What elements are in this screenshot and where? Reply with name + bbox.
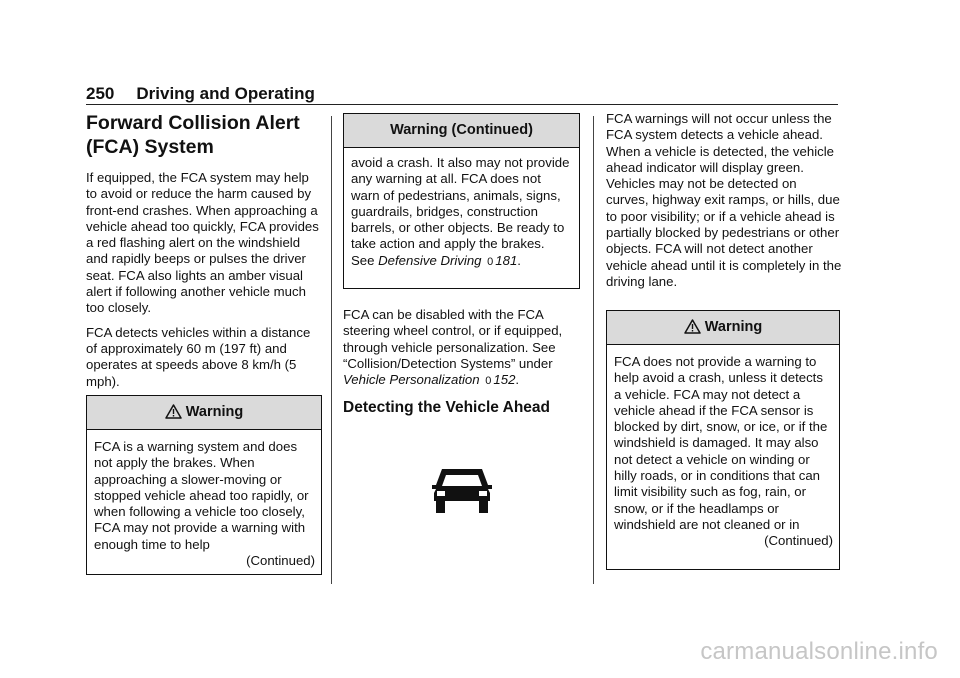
- ref-end: .: [515, 372, 520, 388]
- warning-box-continued: [343, 113, 580, 289]
- page-ref-arrow-icon: 0: [487, 255, 494, 268]
- page-number: 250: [86, 84, 115, 103]
- fca-intro-paragraph: If equipped, the FCA system may help to avoid or reduce the harm caused by front-end crashes. When approaching a vehicle ahead too quickly, FCA provides a red flashing alert on the windshield and rapidly beeps or pulses the driver seat. FCA also lights an amber visual alert if following another vehicle much too closely.: [86, 170, 319, 316]
- warning-header: [344, 114, 579, 148]
- column-divider-left: [331, 116, 332, 584]
- warning-header: [87, 396, 321, 430]
- page-ref-arrow-icon: 0: [485, 375, 492, 388]
- right-column: [606, 111, 842, 290]
- page-header: [86, 84, 315, 104]
- detecting-vehicle-subtitle: Detecting the Vehicle Ahead: [343, 399, 551, 417]
- left-column: [86, 111, 322, 390]
- continued-label: (Continued): [246, 553, 315, 569]
- warning-box-left: [86, 395, 322, 575]
- warning-box-right: [606, 310, 840, 570]
- page-title: [86, 111, 322, 159]
- warning-text: [344, 148, 579, 270]
- section-title: Driving and Operating: [136, 84, 315, 103]
- vehicle-ahead-icon: [430, 465, 494, 520]
- disable-fca-text: FCA can be disabled with the FCA steering wheel control, or if equipped, through vehicle personalization. See “Collision/Detection Systems” under: [343, 307, 563, 371]
- disable-fca-paragraph: [343, 307, 579, 389]
- watermark: carmanualsonline.info: [700, 638, 938, 665]
- warning-text: FCA does not provide a warning to help avoid a crash, unless it detects a vehicle. FCA may not detect a vehicle ahead if the FCA sensor is blocked by dirt, snow, or ice, or if the windshield is damaged. It may also not detect a vehicle on winding or hilly roads, or in conditions that can limit visibility such as fog, rain, or snow, or if the headlamps or windshield are not cleaned or in: [614, 354, 828, 532]
- fca-detection-paragraph: FCA warnings will not occur unless the FCA system detects a vehicle ahead. When a vehicle is detected, the vehicle ahead indicator will display green. Vehicles may not be detected on curves, highway exit ramps, or hills, due to poor visibility; or if a vehicle ahead is partially blocked by pedestrians or other objects. FCA will not detect another vehicle ahead until it is completely in the driving lane.: [606, 111, 842, 289]
- ref-page: 152: [493, 372, 516, 388]
- warning-title: Warning (Continued): [390, 122, 533, 138]
- warning-title: Warning: [704, 319, 763, 335]
- warning-triangle-icon: [165, 399, 182, 432]
- title-line-2: (FCA) System: [86, 136, 214, 158]
- title-line-1: Forward Collision Alert: [86, 112, 300, 134]
- middle-column: [343, 307, 579, 417]
- ref-page: 181: [495, 252, 518, 268]
- ref-title: Defensive Driving: [378, 252, 482, 268]
- warning-triangle-icon: [684, 314, 701, 347]
- cross-reference-link[interactable]: [378, 253, 517, 268]
- warning-text: FCA is a warning system and does not apply the brakes. When approaching a slower-moving or stopped vehicle ahead too rapidly, or when following a vehicle too closely, FCA may not provide a warning with enough time to help: [94, 439, 309, 552]
- ref-title: Vehicle Personalization: [343, 372, 480, 388]
- ref-end: .: [517, 252, 521, 268]
- fca-range-paragraph: FCA detects vehicles within a distance of approximately 60 m (197 ft) and operates at speeds above 8 km/h (5 mph).: [86, 324, 311, 389]
- warning-header: [607, 311, 839, 345]
- column-divider-right: [593, 116, 594, 584]
- vehicle-personalization-link[interactable]: [343, 372, 515, 387]
- warning-title: Warning: [185, 404, 244, 420]
- continued-label: (Continued): [764, 533, 833, 549]
- header-rule: [86, 104, 838, 105]
- warning-text-body: avoid a crash. It also may not provide any warning at all. FCA does not warn of pedestrians, animals, signs, guardrails, bridges, construction barrels, or other objects. Be ready to take action and apply the brakes. See: [351, 155, 570, 268]
